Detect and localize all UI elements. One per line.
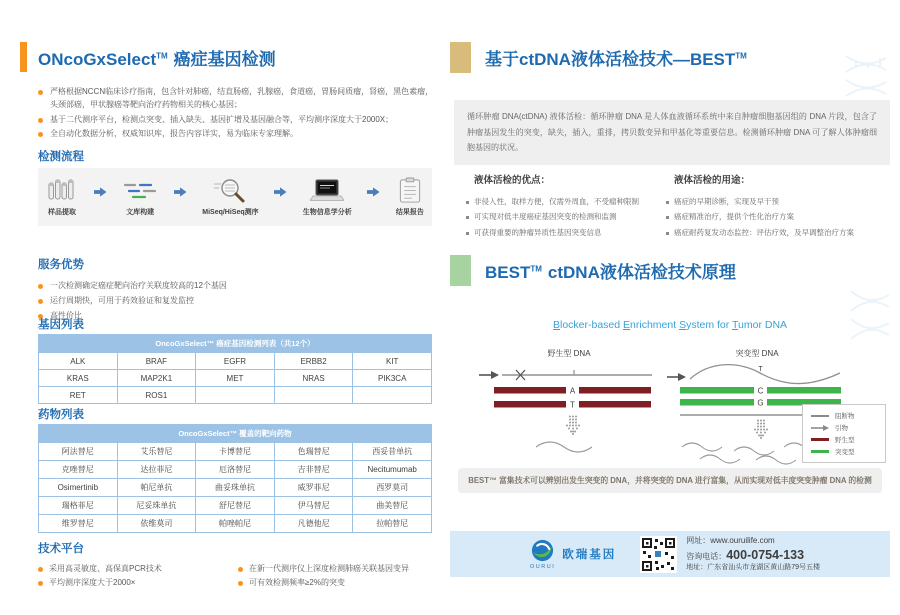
list-item: 高性价比: [38, 310, 436, 323]
best-subtitle: Blocker-based Enrichment System for Tumor DNA: [552, 319, 788, 331]
bullet-dot-icon: [466, 232, 469, 235]
drug-table-title: OncoGxSelect™ 覆盖的靶向药物: [39, 425, 432, 443]
pros-list: [466, 194, 666, 240]
bullet-dot-icon: [38, 118, 43, 123]
footer-band: [450, 531, 890, 577]
best-title-row: [450, 255, 736, 286]
bullet-dot-icon: [666, 216, 669, 219]
trademark-sup: TM: [530, 264, 542, 274]
bullet-dot-icon: [666, 201, 669, 204]
pros-heading: 液体活检的优点：: [474, 175, 551, 186]
displaced-blocker-curve: [690, 365, 840, 384]
contact-info: [686, 536, 820, 572]
phone-number: 400-0754-133: [726, 547, 805, 562]
workflow-step: 文库构建: [122, 178, 158, 217]
arrow-right-icon: [274, 186, 287, 198]
trademark-sup: TM: [156, 50, 168, 60]
arrow-right-icon: [367, 186, 380, 198]
left-title-row: [20, 42, 276, 72]
table-row: KRAS MAP2K1 MET NRAS PIK3CA: [39, 370, 432, 387]
ctdna-intro-paragraph: 循环肿瘤 DNA(ctDNA) 液体活检：循环肿瘤 DNA 是人体血液循环系统中来自肿瘤细胞基因组的 DNA 片段，包含了肿瘤基因发生的突变，缺失，插入，重排，拷贝数变异和甲基化等重要信息。检测循环肿瘤 DNA 可了解人体肿瘤细胞基因的状况。: [454, 100, 890, 165]
advantages-list: [38, 280, 436, 324]
pros-column: [466, 172, 666, 240]
table-row: 维罗替尼 依维莫司 帕唑帕尼 凡德他尼 拉帕替尼: [39, 515, 432, 533]
blocker-line-icon: [811, 415, 829, 417]
table-row: RET ROS1: [39, 387, 432, 404]
dotted-down-arrow-icon: [754, 420, 768, 440]
platform-right-list: [238, 562, 438, 591]
section-heading-drugs: 药物列表: [38, 409, 84, 421]
gene-table: [38, 334, 432, 404]
base-a-label: A: [569, 386, 576, 396]
dna-strand-squiggle: [536, 442, 592, 452]
bullet-dot-icon: [466, 216, 469, 219]
gene-table-title: OncoGxSelect™ 癌症基因检测列表（共12个）: [39, 335, 432, 353]
wildtype-line-icon: [811, 438, 829, 441]
address-line: 地址：广东省汕头市龙湖区黄山路79号五楼: [686, 563, 821, 571]
company-logo: [530, 538, 616, 570]
bullet-dot-icon: [38, 132, 43, 137]
primer-arrow-icon: [491, 371, 499, 379]
table-row: 瑞格菲尼 尼妥珠单抗 舒尼替尼 伊马替尼 曲美替尼: [39, 497, 432, 515]
base-g-label: G: [757, 398, 764, 408]
page-title-right: 基于ctDNA液体活检技术—BEST™: [485, 50, 747, 69]
platform-bullets: [38, 562, 438, 591]
bullet-dot-icon: [38, 90, 43, 95]
list-item: 在新一代测序仪上深度检测肺癌关联基因变异: [238, 562, 438, 576]
primer-arrow-icon: [811, 424, 829, 432]
primer-arrow-icon: [678, 373, 686, 381]
logo-latin-text: OURUI: [530, 564, 556, 570]
bullet-dot-icon: [38, 567, 43, 572]
legend-row: 野生型: [811, 435, 877, 444]
best-caption: BEST™ 富集技术可以辨别出发生突变的 DNA，并将突变的 DNA 进行富集，从而实现对低丰度突变肿瘤 DNA 的检测: [458, 468, 882, 493]
diagram-legend: [802, 404, 886, 463]
bullet-dot-icon: [38, 284, 43, 289]
list-item: 非侵入性，取样方便，仅需外周血，不受瘤种限制: [466, 194, 666, 209]
arrow-right-icon: [94, 186, 107, 198]
bullet-dot-icon: [38, 581, 43, 586]
best-principle-diagram: [450, 348, 890, 468]
section-heading-advantages: 服务优势: [38, 259, 84, 271]
blocker-base-label: T: [758, 366, 763, 373]
website-line: 网址：www.ouruilife.com: [686, 536, 775, 546]
list-item: 采用高灵敏度、高保真PCR技术: [38, 562, 238, 576]
legend-row: 阻断物: [811, 411, 877, 420]
trademark-sup: TM: [735, 51, 747, 61]
bullet-dot-icon: [38, 299, 43, 304]
section-heading-genes: 基因列表: [38, 319, 84, 331]
green-accent-bar: [450, 255, 471, 286]
list-item: 癌症耐药复发动态监控：评估疗效，及早调整治疗方案: [666, 225, 890, 240]
page-title-left: [38, 45, 276, 70]
uses-heading: 液体活检的用途：: [674, 175, 751, 186]
company-name: 欧瑞基因: [562, 549, 617, 561]
legend-row: 突变型: [811, 447, 877, 456]
list-item: 严格根据NCCN临床诊疗指南，包含针对肺癌，结直肠癌，乳腺癌，食道癌，胃肠间质瘤，肾癌，黑色素瘤，头颈部癌，甲状腺癌等靶向治疗药物相关的核心基因；: [38, 86, 436, 112]
list-item: 可获得重要的肿瘤异质性基因突变信息: [466, 225, 666, 240]
list-item: 可有效检测频率≥2%的突变: [238, 576, 438, 590]
sample-tubes-icon: [46, 178, 78, 204]
base-t-label: T: [570, 400, 575, 410]
uses-column: [666, 172, 890, 240]
logo-swirl-icon: [530, 538, 555, 563]
wildtype-label: 野生型 DNA: [547, 349, 591, 358]
bullet-dot-icon: [666, 232, 669, 235]
base-c-label: C: [757, 386, 764, 396]
pros-uses-section: [466, 172, 890, 240]
uses-list: [666, 194, 890, 240]
drug-table: [38, 424, 432, 533]
arrow-right-icon: [174, 186, 187, 198]
gold-accent-bar: [450, 42, 471, 73]
mutant-label: 突变型 DNA: [735, 349, 779, 358]
website-url: www.ouruilife.com: [710, 536, 775, 546]
product-name-cn: 癌症基因检测: [173, 49, 276, 69]
address-text: 广东省汕头市龙湖区黄山路79号五楼: [707, 563, 821, 571]
workflow-step: 结果报告: [396, 177, 424, 217]
list-item: 全自动化数据分析，权威知识库，报告内容详实，易为临床专家理解。: [38, 128, 436, 141]
product-name: ONcoGxSelect: [38, 49, 157, 69]
report-clipboard-icon: [397, 177, 423, 204]
table-row: 阿法替尼 艾乐替尼 卡博替尼 色瑞替尼 西妥昔单抗: [39, 443, 432, 461]
list-item: 平均测序深度大于2000×: [38, 576, 238, 590]
workflow-strip: [38, 168, 432, 226]
phone-line: 咨询电话：400-0754-133: [686, 547, 805, 562]
list-item: 癌症的早期诊断，实现及早干预: [666, 194, 890, 209]
bullet-dot-icon: [238, 567, 243, 572]
dotted-down-arrow-icon: [566, 416, 580, 436]
workflow-step: MiSeq/HiSeq测序: [202, 178, 258, 217]
section-heading-process: 检测流程: [38, 151, 84, 163]
right-title-row: [450, 42, 747, 73]
library-fragments-icon: [122, 178, 158, 204]
bullet-dot-icon: [238, 581, 243, 586]
legend-row: 引物: [811, 423, 877, 432]
section-heading-platform: 技术平台: [38, 543, 84, 555]
list-item: 运行周期快，可用于药效验证和复发监控: [38, 295, 436, 308]
laptop-icon: [310, 178, 344, 204]
wildtype-schematic: [478, 361, 660, 457]
wildtype-diagram: [478, 348, 660, 457]
list-item: 基于二代测序平台，检测点突变、插入缺失、基因扩增及基因融合等，平均测序深度大于2000X；: [38, 114, 436, 127]
bullet-dot-icon: [466, 201, 469, 204]
orange-accent-bar: [20, 42, 27, 72]
list-item: 一次检测确定癌症靶向治疗关联度较高的12个基因: [38, 280, 436, 293]
mutant-line-icon: [811, 450, 829, 453]
workflow-step: 生物信息学分析: [303, 178, 352, 217]
sequencing-magnifier-icon: [212, 178, 248, 204]
best-section-title: BEST™ ctDNA液体活检技术原理: [485, 263, 736, 282]
table-row: 克唑替尼 达拉菲尼 厄洛替尼 吉非替尼 Necitumumab: [39, 461, 432, 479]
list-item: 癌症精准治疗，提供个性化治疗方案: [666, 209, 890, 224]
table-row: Osimertinib 帕尼单抗 曲妥珠单抗 威罗菲尼 西罗莫司: [39, 479, 432, 497]
table-row: ALK BRAF EGFR ERBB2 KIT: [39, 353, 432, 370]
intro-bullet-list: [38, 86, 436, 143]
workflow-step: 样品提取: [46, 178, 78, 217]
list-item: 可实现对低丰度癌症基因突变的检测和监测: [466, 209, 666, 224]
platform-left-list: [38, 562, 238, 591]
qr-code: [640, 536, 677, 573]
